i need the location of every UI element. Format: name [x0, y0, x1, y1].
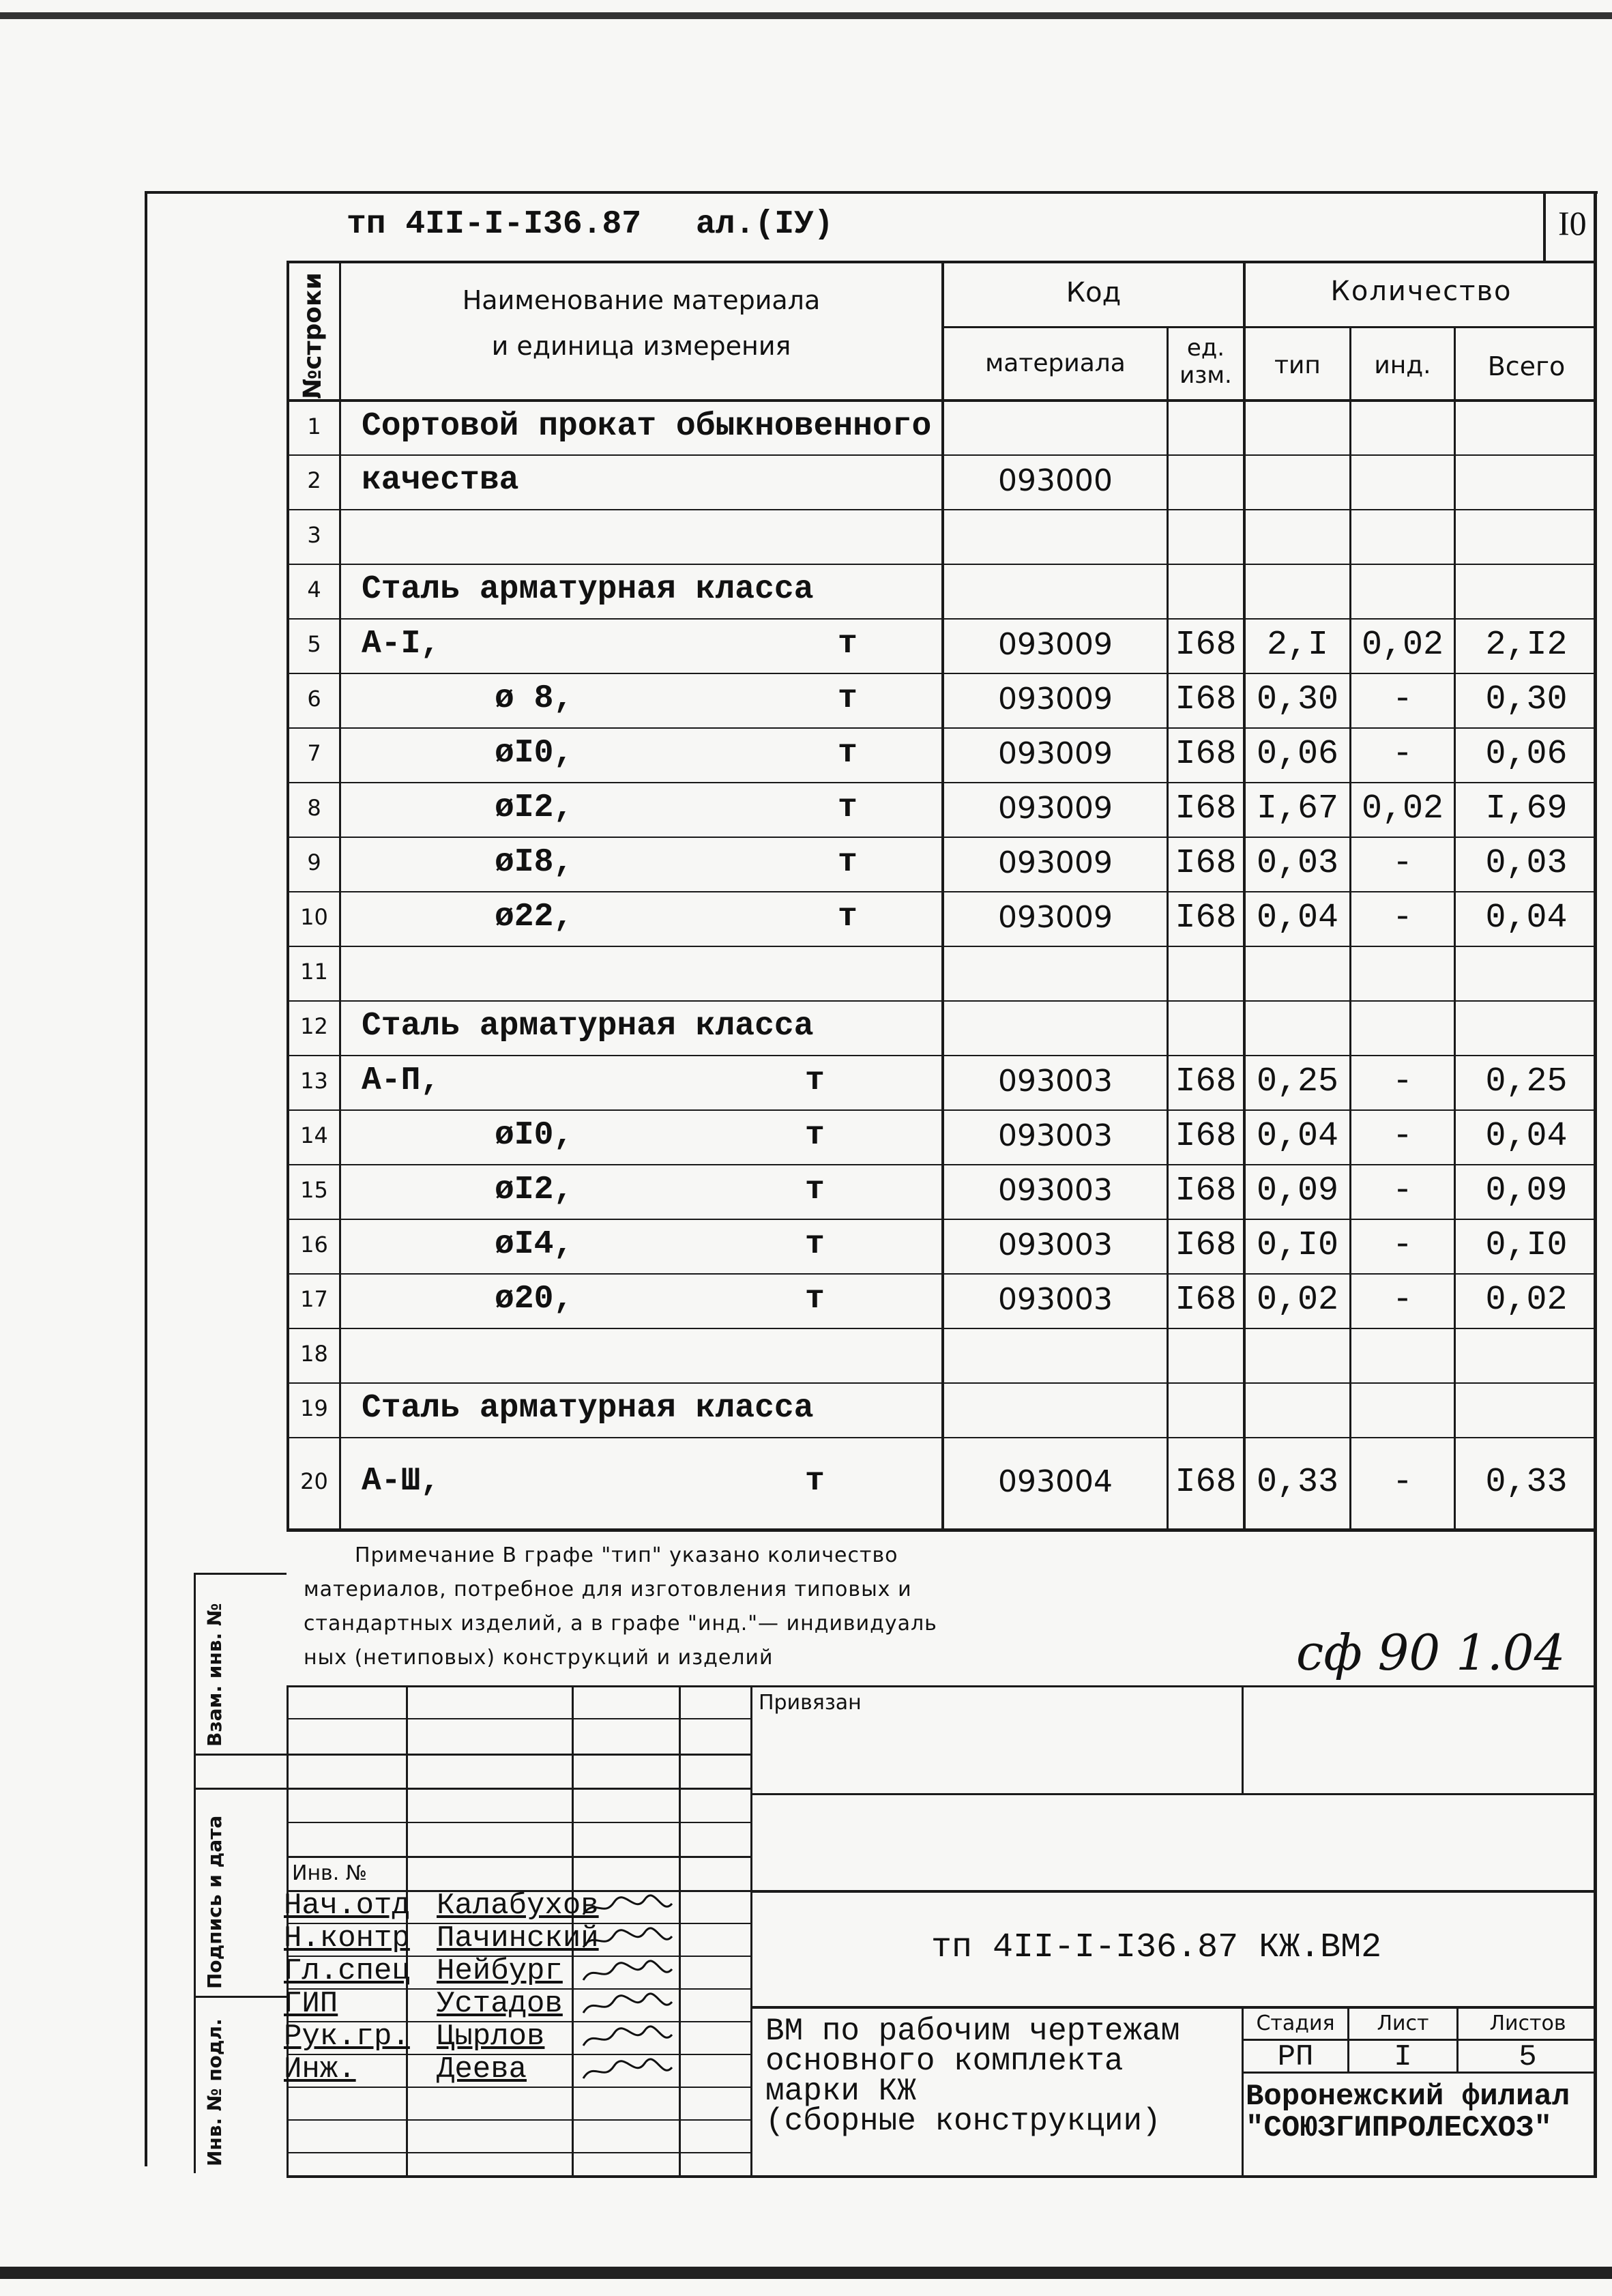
- unit-of-measure: т: [838, 626, 858, 663]
- material-code: 093009: [998, 791, 1113, 826]
- unit-of-measure: т: [838, 789, 858, 826]
- row-number: 10: [300, 904, 328, 930]
- material-code: 093009: [998, 736, 1113, 771]
- qty-typ: 0,06: [1256, 735, 1339, 774]
- unit-code: I68: [1175, 844, 1237, 883]
- signer-role: Инж.: [284, 2052, 356, 2087]
- material-name: øI2,: [495, 1172, 574, 1208]
- qty-ind: -: [1392, 1281, 1413, 1320]
- col-typ: тип: [1274, 351, 1321, 379]
- side-podpis: Подпись и дата: [203, 1815, 226, 1989]
- inv-label: Инв. №: [292, 1861, 368, 1885]
- material-code: 093003: [998, 1173, 1113, 1208]
- unit-code: I68: [1175, 789, 1237, 828]
- qty-typ: 0,25: [1256, 1062, 1339, 1101]
- row-number: 15: [300, 1177, 328, 1203]
- signature-mark: [580, 1927, 675, 1953]
- material-code: 093009: [998, 845, 1113, 880]
- qty-total: 0,09: [1485, 1172, 1568, 1210]
- qty-total: 0,02: [1485, 1281, 1568, 1320]
- qty-ind: -: [1392, 899, 1413, 938]
- bound-label: Привязан: [759, 1691, 862, 1715]
- signer-role: Гл.спец: [284, 1954, 410, 1988]
- note-line1: Примечание В графе "тип" указано количество: [355, 1543, 898, 1567]
- row-number: 12: [300, 1013, 328, 1039]
- qty-total: 0,I0: [1485, 1226, 1568, 1265]
- material-name: Сортовой прокат обыкновенного: [362, 407, 932, 445]
- row-number: 7: [307, 740, 321, 766]
- material-name: øI8,: [495, 844, 574, 881]
- signature-mark: [580, 2058, 675, 2084]
- row-number: 13: [300, 1068, 328, 1094]
- row-number: 5: [307, 631, 321, 657]
- unit-code: I68: [1175, 1172, 1237, 1210]
- unit-code: I68: [1175, 735, 1237, 774]
- signature-mark: [580, 1894, 675, 1920]
- qty-ind: -: [1392, 1462, 1413, 1502]
- material-name: А-П,: [362, 1062, 441, 1099]
- material-name: øI2,: [495, 789, 574, 826]
- header-album: ал.(IУ): [696, 206, 834, 243]
- qty-typ: 0,30: [1256, 680, 1339, 719]
- material-name: А-Ш,: [362, 1462, 441, 1500]
- qty-typ: 0,I0: [1256, 1226, 1339, 1265]
- row-number: 14: [300, 1122, 328, 1148]
- unit-of-measure: т: [805, 1172, 825, 1208]
- note-line3: стандартных изделий, а в графе "инд."— индивидуаль: [304, 1612, 937, 1636]
- col-code-group: Код: [1066, 277, 1122, 308]
- unit-of-measure: т: [805, 1117, 825, 1154]
- material-name: ø22,: [495, 899, 574, 935]
- qty-typ: I,67: [1256, 789, 1339, 828]
- signer-name: Деева: [437, 2052, 527, 2087]
- row-number: 9: [307, 849, 321, 875]
- qty-typ: 0,04: [1256, 899, 1339, 938]
- frame-left: [145, 191, 147, 2166]
- qty-ind: 0,02: [1361, 789, 1444, 828]
- row-number: 17: [300, 1286, 328, 1312]
- unit-of-measure: т: [838, 735, 858, 772]
- signer-name: Цырлов: [437, 2020, 545, 2054]
- signer-name: Устадов: [437, 1987, 563, 2021]
- col-row-no: №строки: [299, 272, 327, 399]
- stage-label: Стадия: [1256, 2011, 1335, 2035]
- material-code: 093009: [998, 627, 1113, 662]
- sheet-label: Лист: [1377, 2011, 1429, 2035]
- side-inv-podl: Инв. № подл.: [203, 2018, 226, 2166]
- col-name-line1: Наименование материала: [462, 285, 821, 315]
- qty-typ: 2,I: [1266, 626, 1328, 665]
- signature-mark: [580, 2025, 675, 2051]
- row-number: 19: [300, 1395, 328, 1421]
- unit-code: I68: [1175, 680, 1237, 719]
- row-number: 3: [307, 522, 321, 548]
- material-name: ø 8,: [495, 680, 574, 717]
- qty-total: 0,06: [1485, 735, 1568, 774]
- unit-code: I68: [1175, 1117, 1237, 1156]
- qty-typ: 0,02: [1256, 1281, 1339, 1320]
- sheets-label: Листов: [1489, 2011, 1566, 2035]
- unit-of-measure: т: [838, 680, 858, 717]
- qty-ind: -: [1392, 735, 1413, 774]
- signer-role: ГИП: [284, 1987, 338, 2021]
- signer-role: Рук.гр.: [284, 2020, 410, 2054]
- qty-total: 0,33: [1485, 1462, 1568, 1502]
- qty-total: 0,04: [1485, 1117, 1568, 1156]
- material-code: 093003: [998, 1282, 1113, 1317]
- unit-code: I68: [1175, 899, 1237, 938]
- note-handwritten: сф 90 1.04: [1296, 1624, 1566, 1681]
- unit-of-measure: т: [838, 899, 858, 935]
- org-name: Воронежский филиал "СОЮЗГИПРОЛЕСХОЗ": [1246, 2080, 1570, 2145]
- unit-of-measure: т: [838, 844, 858, 881]
- note-line4: ных (нетиповых) конструкций и изделий: [304, 1646, 774, 1670]
- signature-mark: [580, 1992, 675, 2018]
- row-number: 18: [300, 1341, 328, 1367]
- frame-top: [145, 191, 1598, 194]
- signer-name: Пачинский: [437, 1921, 599, 1956]
- qty-total: 0,25: [1485, 1062, 1568, 1101]
- material-name: А-I,: [362, 626, 441, 663]
- qty-typ: 0,04: [1256, 1117, 1339, 1156]
- material-name: качества: [362, 462, 519, 499]
- stamp-doc-code: тп 4II-I-I36.87 КЖ.ВМ2: [931, 1928, 1382, 1967]
- qty-ind: -: [1392, 844, 1413, 883]
- unit-of-measure: т: [805, 1062, 825, 1099]
- material-code: 093000: [998, 463, 1113, 498]
- scan-edge-bottom: [0, 2267, 1612, 2279]
- unit-code: I68: [1175, 626, 1237, 665]
- row-number: 6: [307, 686, 321, 712]
- unit-of-measure: т: [805, 1226, 825, 1263]
- stamp-title: ВМ по рабочим чертежам основного комплекта марки КЖ (сборные конструкции): [765, 2014, 1180, 2139]
- unit-code: I68: [1175, 1062, 1237, 1101]
- row-number: 1: [307, 413, 321, 439]
- scan-edge-top: [0, 12, 1612, 19]
- material-name: øI0,: [495, 735, 574, 772]
- col-unit-2: изм.: [1179, 362, 1232, 389]
- col-ind: инд.: [1374, 351, 1431, 379]
- page-number: I0: [1558, 204, 1587, 242]
- qty-ind: -: [1392, 1226, 1413, 1265]
- material-name: øI0,: [495, 1117, 574, 1154]
- unit-code: I68: [1175, 1226, 1237, 1265]
- unit-code: I68: [1175, 1462, 1237, 1502]
- qty-ind: -: [1392, 680, 1413, 719]
- sheets-value: 5: [1519, 2040, 1537, 2074]
- qty-typ: 0,33: [1256, 1462, 1339, 1502]
- qty-total: 2,I2: [1485, 626, 1568, 665]
- material-code: 093003: [998, 1064, 1113, 1099]
- material-code: 093004: [998, 1464, 1113, 1499]
- material-code: 093009: [998, 682, 1113, 716]
- note-line2: материалов, потребное для изготовления типовых и: [304, 1578, 912, 1601]
- col-total: Всего: [1487, 351, 1566, 381]
- sheet-value: I: [1394, 2040, 1412, 2074]
- unit-code: I68: [1175, 1281, 1237, 1320]
- qty-typ: 0,03: [1256, 844, 1339, 883]
- qty-total: I,69: [1485, 789, 1568, 828]
- side-vzam: Взам. инв. №: [203, 1603, 226, 1747]
- row-number: 2: [307, 467, 321, 493]
- signature-mark: [580, 1960, 675, 1986]
- qty-total: 0,04: [1485, 899, 1568, 938]
- signer-role: Н.контр: [284, 1921, 410, 1956]
- material-name: øI4,: [495, 1226, 574, 1263]
- qty-typ: 0,09: [1256, 1172, 1339, 1210]
- material-name: Сталь арматурная класса: [362, 1008, 814, 1045]
- material-name: ø20,: [495, 1281, 574, 1318]
- material-name: Сталь арматурная класса: [362, 571, 814, 608]
- material-code: 093003: [998, 1227, 1113, 1262]
- signer-name: Калабухов: [437, 1889, 599, 1923]
- qty-ind: -: [1392, 1172, 1413, 1210]
- qty-ind: 0,02: [1361, 626, 1444, 665]
- material-code: 093003: [998, 1118, 1113, 1153]
- signer-role: Нач.отд: [284, 1889, 410, 1923]
- col-material: материала: [985, 349, 1126, 377]
- material-code: 093009: [998, 900, 1113, 935]
- row-number: 16: [300, 1232, 328, 1258]
- unit-of-measure: т: [805, 1281, 825, 1318]
- col-name-line2: и единица измерения: [491, 331, 791, 361]
- qty-ind: -: [1392, 1062, 1413, 1101]
- qty-total: 0,30: [1485, 680, 1568, 719]
- stage-value: РП: [1277, 2040, 1314, 2074]
- material-name: Сталь арматурная класса: [362, 1390, 814, 1427]
- col-qty-group: Количество: [1330, 276, 1512, 307]
- row-number: 20: [300, 1468, 328, 1494]
- row-number: 11: [300, 959, 328, 985]
- unit-of-measure: т: [805, 1462, 825, 1500]
- qty-total: 0,03: [1485, 844, 1568, 883]
- col-unit-1: ед.: [1186, 334, 1225, 362]
- row-number: 4: [307, 577, 321, 602]
- qty-ind: -: [1392, 1117, 1413, 1156]
- header-doc-code: тп 4II-I-I36.87: [347, 206, 642, 243]
- signer-name: Нейбург: [437, 1954, 563, 1988]
- row-number: 8: [307, 795, 321, 821]
